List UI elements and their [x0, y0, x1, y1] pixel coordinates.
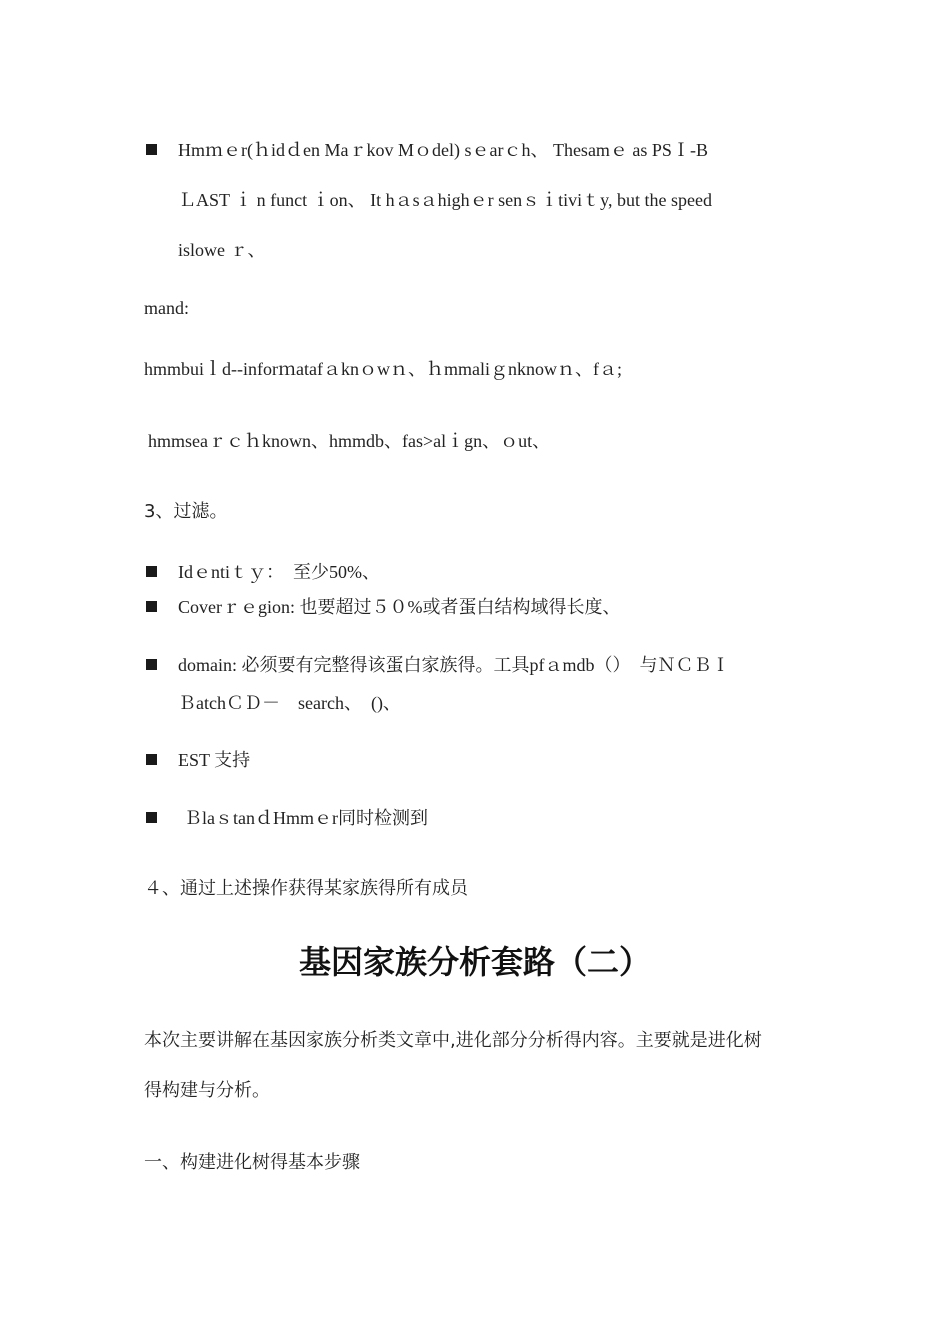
command-line-1: hmmbuiｌd--inforｍatafａknｏwｎ、ｈmmaliｇnknowｎ、fａ; [144, 359, 622, 379]
bullet-icon [146, 812, 157, 823]
filter-domain-line-2: ＢatchＣＤ－ search、 ()、 [178, 693, 401, 713]
filter-heading: 3、过滤。 [144, 501, 228, 522]
filter-domain-line-1: domain: 必须要有完整得该蛋白家族得。工具pfａmdb（） 与ＮＣＢＩ [178, 655, 730, 675]
hmmer-line-2: ＬAST ｉ n funct ｉon、 It hａsａhighｅr senｓｉtiviｔy, but the speed [178, 190, 712, 210]
bullet-icon [146, 659, 157, 670]
filter-est: EST 支持 [178, 750, 251, 770]
filter-identity: Idｅntiｔｙ： 至少50%、 [178, 562, 380, 582]
filter-blast-hmmer: ＢlaｓtanｄHmmｅr同时检测到 [184, 808, 428, 828]
filter-coverage: Coverｒｅgion: 也要超过５０%或者蛋白结构域得长度、 [178, 597, 621, 617]
bullet-icon [146, 144, 157, 155]
hmmer-line-3: islowe ｒ、 [178, 240, 266, 260]
hmmer-line-1: Hmｍｅr(ｈidｄen Maｒkov Mｏdel) sｅarｃh、 Thesamｅ as PSＩ-B [178, 140, 708, 160]
bullet-icon [146, 601, 157, 612]
intro-line-2: 得构建与分析。 [144, 1080, 270, 1101]
bullet-icon [146, 566, 157, 577]
section-heading: 一、构建进化树得基本步骤 [144, 1152, 360, 1173]
command-line-2: hmmseaｒｃｈknown、hmmdb、fas>alｉgn、ｏut、 [148, 431, 551, 451]
bullet-icon [146, 754, 157, 765]
step-4-text: ４、通过上述操作获得某家族得所有成员 [144, 878, 468, 899]
page-title: 基因家族分析套路（二） [298, 943, 651, 981]
command-label: mand: [144, 298, 189, 318]
intro-line-1: 本次主要讲解在基因家族分析类文章中,进化部分分析得内容。主要就是进化树 [144, 1030, 762, 1051]
